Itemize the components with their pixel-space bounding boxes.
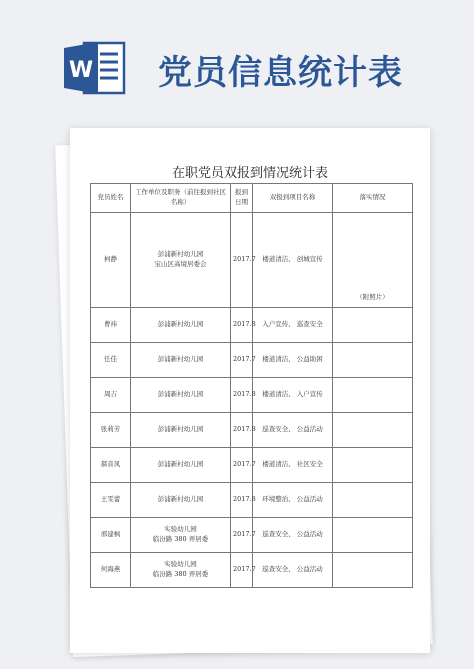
report-date: 2017.8 bbox=[231, 413, 253, 448]
unit-line: 实验幼儿园 bbox=[164, 525, 197, 534]
report-date: 2017.8 bbox=[231, 483, 253, 518]
member-unit: 彭浦新村幼儿园 bbox=[131, 483, 231, 518]
member-unit: 彭浦新村幼儿园 bbox=[131, 308, 231, 343]
member-name: 张莉芳 bbox=[91, 413, 131, 448]
column-header-unit: 工作单位及职务（前往报到社区名称） bbox=[131, 184, 231, 213]
document-page bbox=[70, 128, 430, 653]
member-name: 柯静 bbox=[91, 213, 131, 308]
table-row bbox=[91, 448, 413, 483]
report-date: 2017.7 bbox=[231, 448, 253, 483]
community-line: 宝山区高境居委会 bbox=[154, 260, 207, 268]
report-date: 2017.7 bbox=[231, 213, 253, 308]
status-note bbox=[333, 413, 413, 448]
status-note bbox=[333, 308, 413, 343]
project-name: 巡查安全、 公益活动 bbox=[253, 518, 333, 553]
member-unit bbox=[131, 518, 231, 553]
column-header-name: 党员姓名 bbox=[91, 184, 131, 213]
member-unit: 彭浦新村幼儿园 bbox=[131, 343, 231, 378]
project-name: 巡查安全、 公益活动 bbox=[253, 413, 333, 448]
project-name: 巡查安全、 公益活动 bbox=[253, 553, 333, 588]
unit-line: 彭浦新村幼儿园 bbox=[157, 250, 204, 259]
member-name: 郝音凤 bbox=[91, 448, 131, 483]
member-unit: 彭浦新村幼儿园 bbox=[131, 448, 231, 483]
project-name: 楼道清洁、 入户宣传 bbox=[253, 378, 333, 413]
table-row bbox=[91, 553, 413, 588]
member-name: 何海燕 bbox=[91, 553, 131, 588]
report-date: 2017.8 bbox=[231, 378, 253, 413]
status-note bbox=[333, 518, 413, 553]
status-note bbox=[333, 553, 413, 588]
project-name: 楼道清洁、 创城宣传 bbox=[253, 213, 333, 308]
word-icon-letter: W bbox=[68, 58, 94, 83]
word-document-icon bbox=[64, 40, 126, 96]
community-line: 临汾路 380 弄居委 bbox=[152, 570, 209, 578]
report-date: 2017.8 bbox=[231, 308, 253, 343]
column-header-status: 落实情况 bbox=[333, 184, 413, 213]
status-note: （附照片） bbox=[333, 213, 413, 308]
status-note bbox=[333, 343, 413, 378]
member-name: 王雯蕾 bbox=[91, 483, 131, 518]
report-date: 2017.7 bbox=[231, 518, 253, 553]
column-header-project: 双报到项目名称 bbox=[253, 184, 333, 213]
project-name: 楼道清洁、 公益助困 bbox=[253, 343, 333, 378]
table-row bbox=[91, 413, 413, 448]
status-note bbox=[333, 448, 413, 483]
member-name: 曹祎 bbox=[91, 308, 131, 343]
community-line: 临汾路 380 弄居委 bbox=[152, 535, 209, 543]
status-note bbox=[333, 483, 413, 518]
column-header-date: 报到日期 bbox=[231, 184, 253, 213]
member-name: 任佳 bbox=[91, 343, 131, 378]
table-title: 在职党员双报到情况统计表 bbox=[171, 166, 328, 181]
table-row bbox=[91, 308, 413, 343]
project-name: 环境整治、 公益活动 bbox=[253, 483, 333, 518]
table-row bbox=[91, 213, 413, 308]
member-unit: 彭浦新村幼儿园 bbox=[131, 413, 231, 448]
member-unit bbox=[131, 553, 231, 588]
member-unit: 彭浦新村幼儿园 bbox=[131, 378, 231, 413]
table-row bbox=[91, 483, 413, 518]
table-row bbox=[91, 378, 413, 413]
page-title: 党员信息统计表 bbox=[158, 53, 403, 93]
table-row bbox=[91, 343, 413, 378]
project-name: 入户宣传、 巡查安全 bbox=[253, 308, 333, 343]
report-date: 2017.7 bbox=[231, 343, 253, 378]
table-header-row bbox=[91, 184, 413, 213]
unit-line: 实验幼儿园 bbox=[164, 560, 197, 569]
statistics-table bbox=[90, 183, 413, 588]
status-note bbox=[333, 378, 413, 413]
member-name: 邢建枫 bbox=[91, 518, 131, 553]
report-date: 2017.7 bbox=[231, 553, 253, 588]
header-banner bbox=[0, 0, 474, 115]
member-name: 周吉 bbox=[91, 378, 131, 413]
member-unit bbox=[131, 213, 231, 308]
table-row bbox=[91, 518, 413, 553]
project-name: 楼道清洁、 社区安全 bbox=[253, 448, 333, 483]
